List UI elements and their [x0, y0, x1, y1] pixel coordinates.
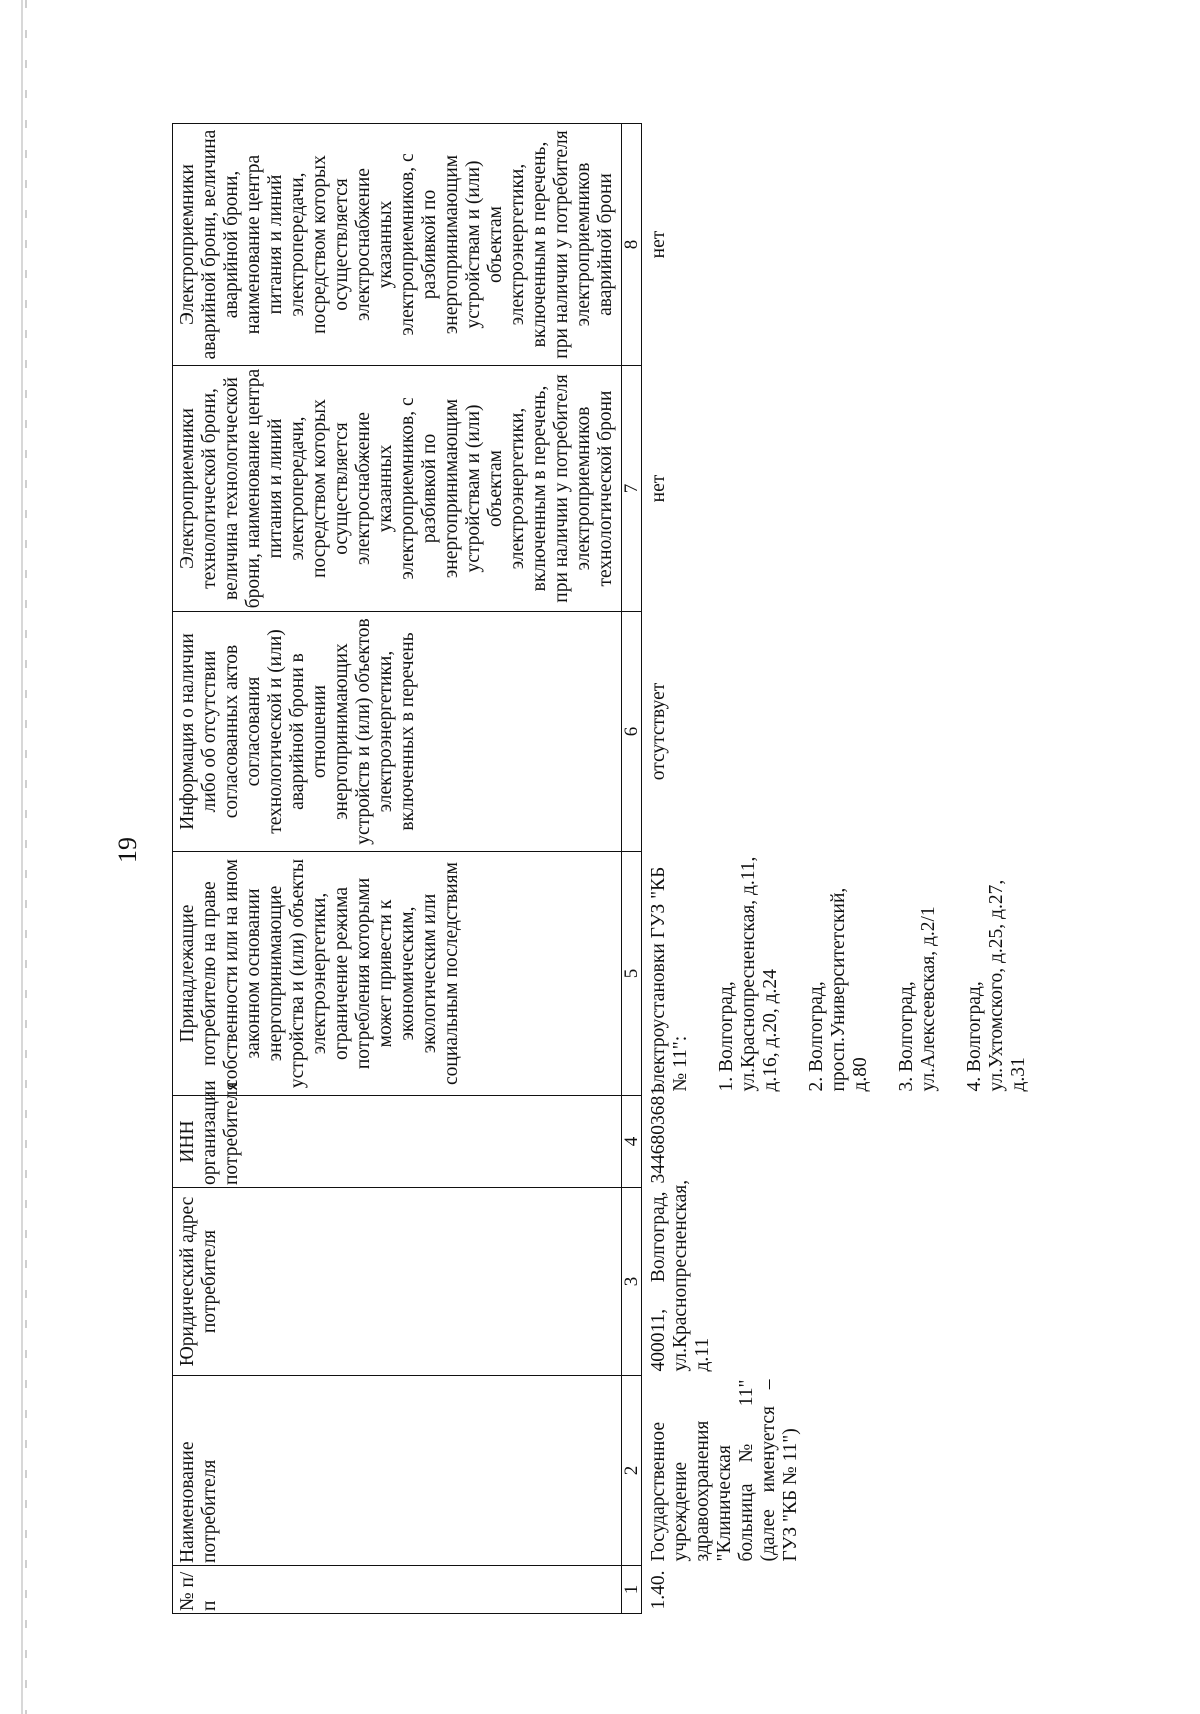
column-number: 7 [622, 366, 642, 612]
header-cell-tech-reserve: Электроприемники технологической брони, величина технологической брони, наименование центра питания и линий электропередачи, посредством которых осуществляется электроснабжение указанных электроприемников, с разбивкой по энергопринимающим устройствам и (или) объектам электроэнергетики, включенным в перечень, при наличии у потребителя электроприемников технологической брони [173, 366, 622, 612]
consumer-inn: 3446803681 [642, 1096, 1172, 1188]
consumer-address: 400011, Волгоград, ул.Краснопресненская, д.11 [642, 1188, 1172, 1376]
header-cell-devices: Принадлежащие потребителю на праве собственности или на ином законном основании энергопринимающие устройства и (или) объекты электроэнергетики, ограничение режима потребления которыми может привести к экономическим, экологическим или социальным последствиям [173, 852, 622, 1096]
row-number: 1.40. [642, 1566, 1172, 1614]
column-number: 2 [622, 1376, 642, 1566]
table-row [642, 124, 1172, 1614]
column-number: 6 [622, 612, 642, 852]
list-item: 3. Волгоград, ул.Алексеевская, д.2/1 [896, 906, 939, 1092]
consumers-table [172, 123, 1171, 1614]
table-header-row [173, 124, 622, 1614]
header-cell-name: Наименование потребителя [173, 1376, 622, 1566]
header-cell-number: № п/п [173, 1566, 622, 1614]
header-cell-emergency-reserve: Электроприемники аварийной брони, величина аварийной брони, наименование центра питания и линий электропередачи, посредством которых осуществляется электроснабжение указанных электроприемников, с разбивкой по энергопринимающим устройствам и (или) объектам электроэнергетики, включенным в перечень, при наличии у потребителя электроприемников аварийной брони [173, 124, 622, 366]
column-number: 8 [622, 124, 642, 366]
column-number: 1 [622, 1566, 642, 1614]
installations-list [716, 856, 1030, 1092]
acts-status: отсутствует [642, 612, 1172, 852]
list-item: 4. Волгоград, ул.Ухтомского, д.25, д.27, д.31 [964, 879, 1029, 1092]
emergency-reserve-value: нет [642, 124, 1172, 366]
column-number: 5 [622, 852, 642, 1096]
column-number: 4 [622, 1096, 642, 1188]
page-number: 19 [113, 837, 142, 863]
consumer-installations [642, 852, 1172, 1096]
list-item: 1. Волгоград, ул.Краснопресненская, д.11, д.16, д.20, д.24 [716, 856, 781, 1092]
header-cell-address: Юридический адрес потребителя [173, 1188, 622, 1376]
installations-intro: электроустановки ГУЗ "КБ № 11": [648, 866, 691, 1092]
column-numbers-row [622, 124, 642, 1614]
header-cell-acts: Информация о наличии либо об отсутствии согласованных актов согласования технологической и (или) аварийной брони в отношении энергопринимающих устройств и (или) объектов электроэнергетики, включенных в перечень [173, 612, 622, 852]
column-number: 3 [622, 1188, 642, 1376]
list-item: 2. Волгоград, просп.Университетский, д.80 [806, 887, 871, 1092]
header-cell-inn: ИНН организации потребителя [173, 1096, 622, 1188]
tech-reserve-value: нет [642, 366, 1172, 612]
consumer-name: Государственное учреждение здравоохранения "Клиническая больница № 11" (далее именуется – ГУЗ "КБ № 11") [642, 1376, 1172, 1566]
